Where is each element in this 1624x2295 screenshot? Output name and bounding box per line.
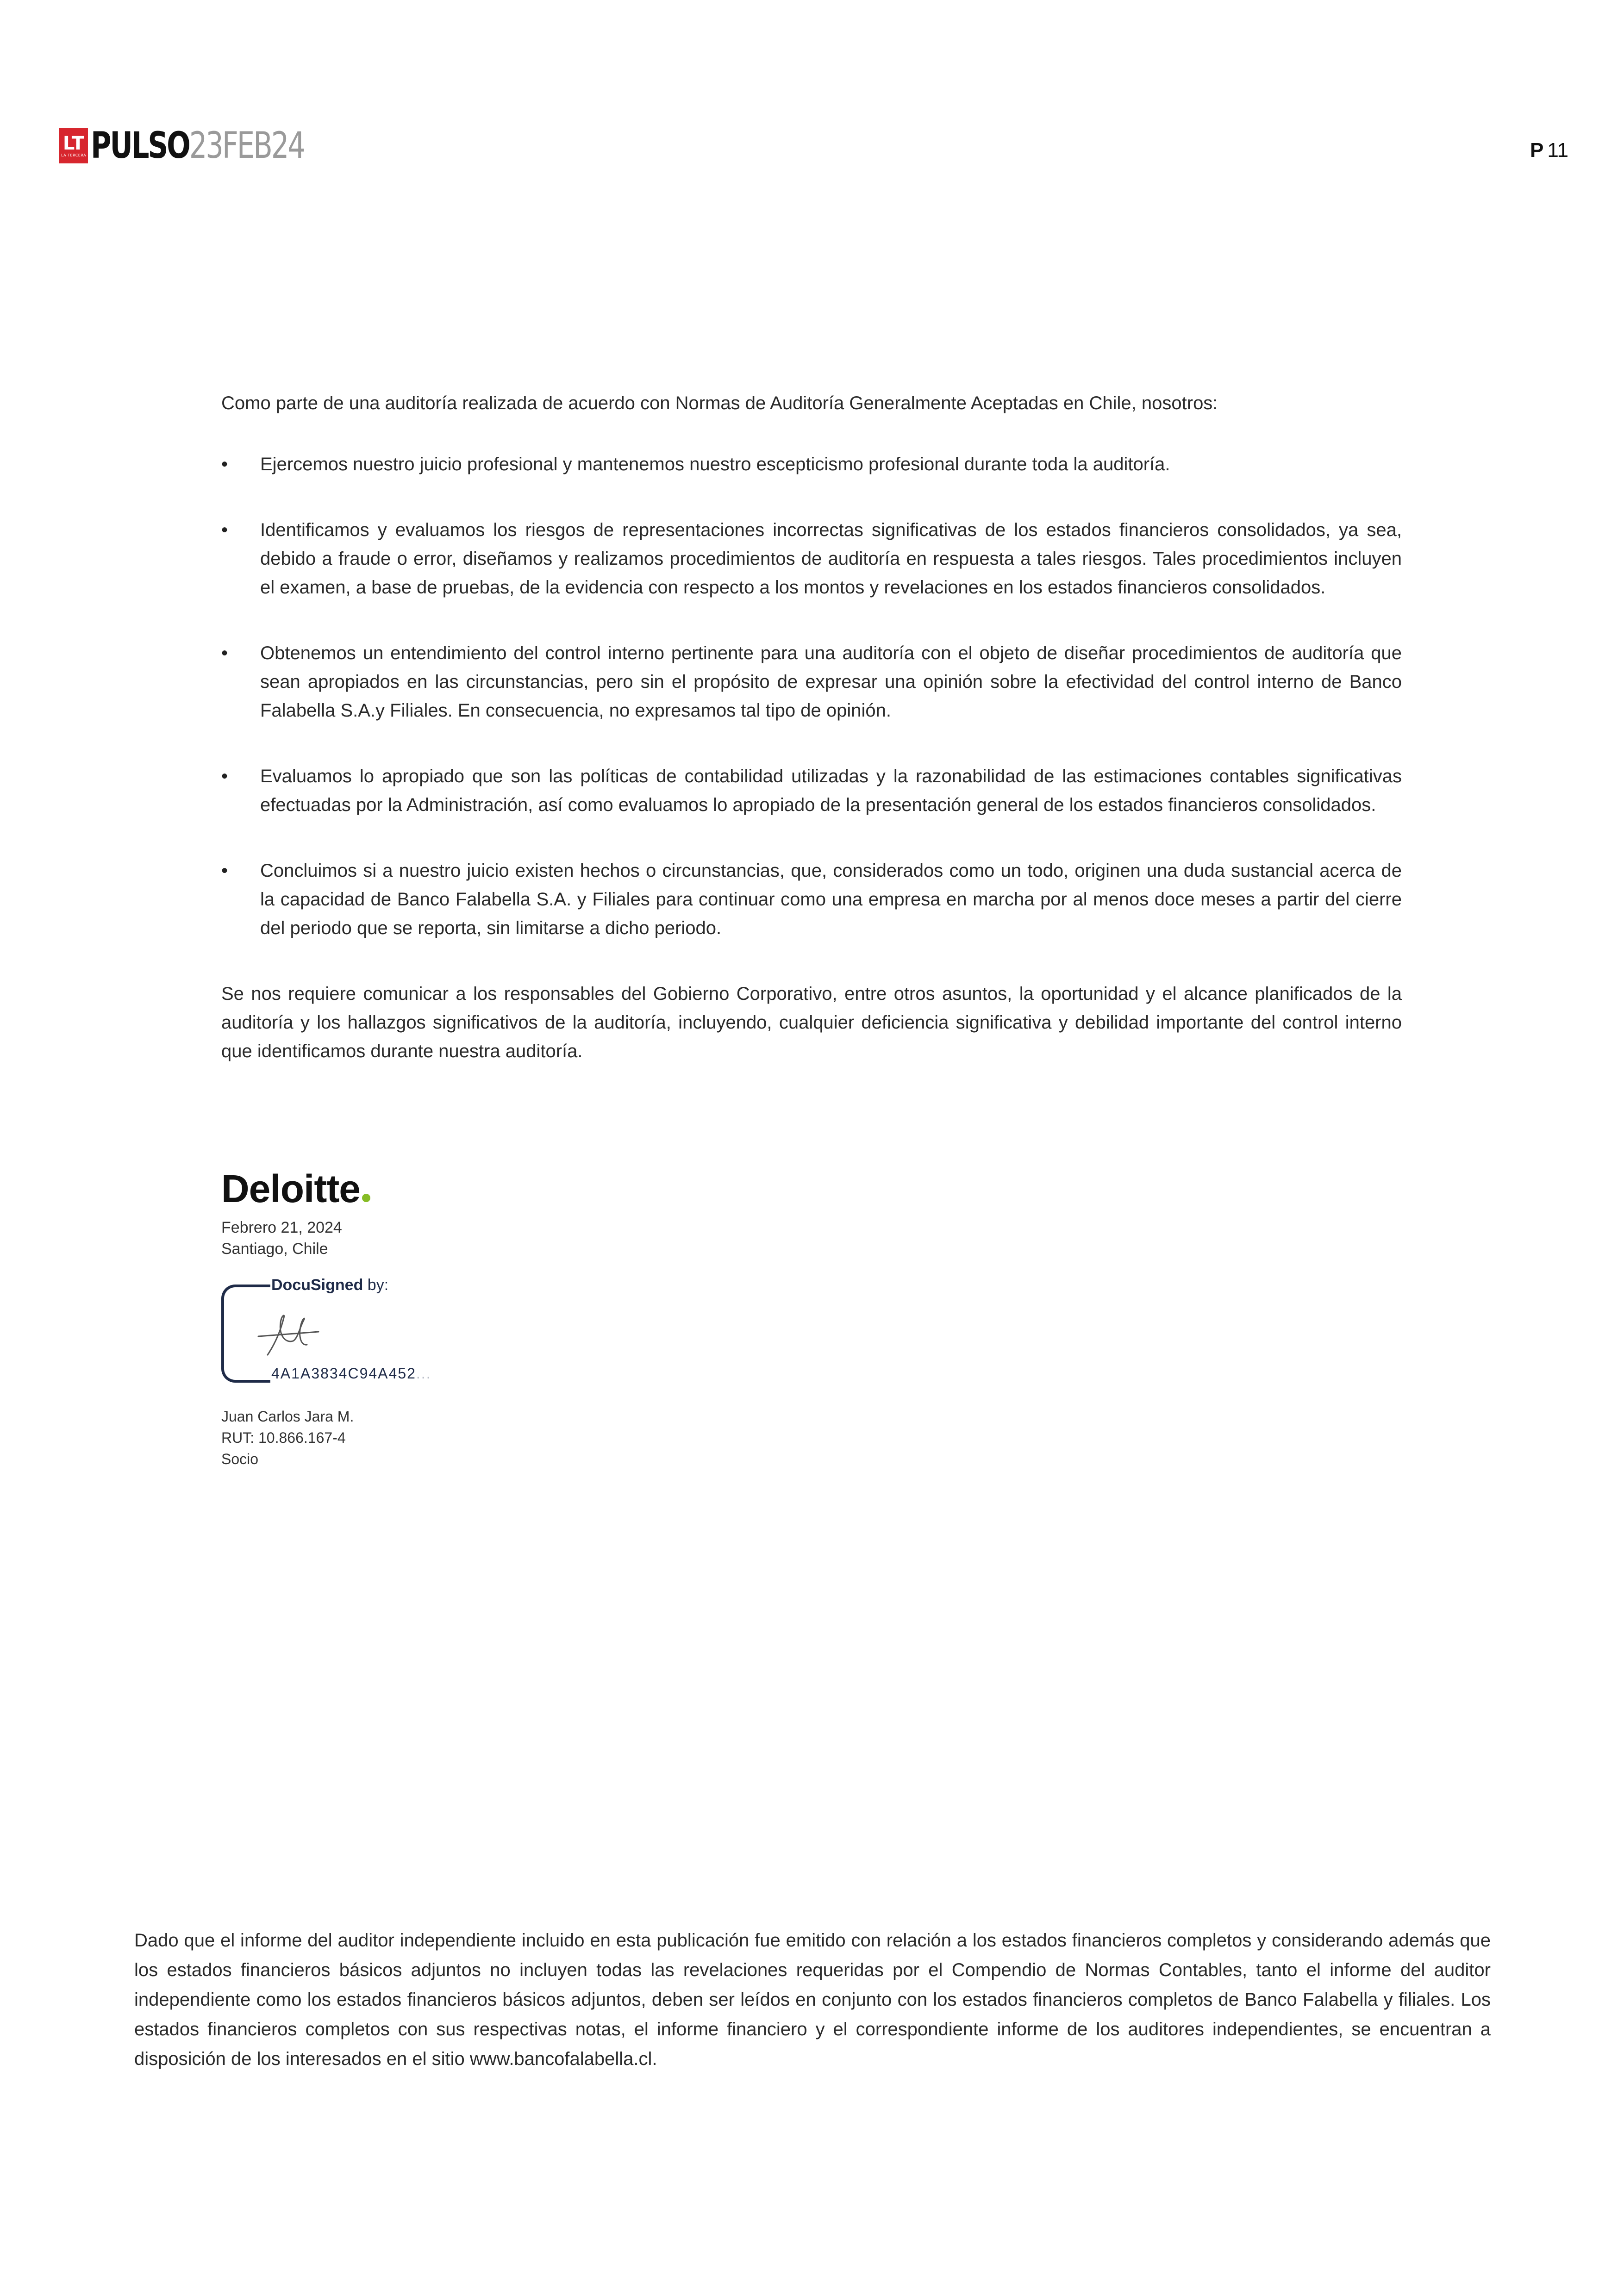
handwritten-signature-icon [249, 1299, 342, 1369]
page-label: P [1530, 139, 1544, 162]
badge-subtext: LA TERCERA [61, 153, 87, 157]
deloitte-logo [221, 1166, 481, 1211]
docusign-id-value: 4A1A3834C94A452 [271, 1365, 416, 1382]
badge-text: LT [62, 133, 85, 154]
list-item: • Evaluamos lo apropiado que son las políticas de contabilidad utilizadas y la razonabilidad de las estimaciones contables significativas efectuadas por la Administración, así como evaluamos lo apropiado de la presentación general de los estados financieros consolidados. [221, 762, 1402, 819]
footer-disclaimer [134, 1926, 1491, 2074]
audit-responsibilities-list [221, 450, 1402, 942]
list-item: • Obtenemos un entendimiento del control interno pertinente para una auditoría con el objeto de diseñar procedimientos de auditoría que sean apropiados en las circunstancias, pero sin el propósito de expresar una opinión sobre la efectividad del control interno de Banco Falabella S.A.y Filiales. En consecuencia, no expresamos tal tipo de opinión. [221, 639, 1402, 725]
signature-block [221, 1166, 481, 1470]
footer-note-text: Dado que el informe del auditor independiente incluido en esta publicación fue emitido con relación a los estados financieros completos y considerando además que los estados financieros básicos adjuntos no incluyen todas las revelaciones requeridas por el Compendio de Normas Contables, tanto el informe del auditor independiente como los estados financieros básicos adjuntos, deben ser leídos en conjunto con los estados financieros completos de Banco Falabella y filiales. Los estados financieros completos con sus respectivas notas, el informe financiero y el correspondiente informe de los auditores independientes, se encuentran a disposición de los interesados en el sitio www.bancofalabella.cl. [134, 1930, 1491, 2069]
signature-place: Santiago, Chile [221, 1240, 328, 1258]
intro-paragraph: Como parte de una auditoría realizada de acuerdo con Normas de Auditoría Generalmente Aceptadas en Chile, nosotros: [221, 393, 1218, 413]
docusign-id-ellipsis: ... [416, 1365, 431, 1382]
publication-name: PULSO [91, 125, 189, 167]
publication-date: 23FEB24 [189, 125, 304, 167]
list-item: • Concluimos si a nuestro juicio existen hechos o circunstancias, que, considerados como un todo, originen una duda sustancial acerca de la capacidad de Banco Falabella S.A. y Filiales para continuar como una empresa en marcha por al menos doce meses a partir del cierre del periodo que se reporta, sin limitarse a dicho periodo. [221, 856, 1402, 942]
docusign-stamp [221, 1276, 481, 1387]
la-tercera-logo [59, 128, 88, 163]
publication-masthead [91, 125, 304, 167]
signer-rut: RUT: 10.866.167-4 [221, 1429, 346, 1446]
signer-details [221, 1406, 481, 1470]
docusign-by-text: by: [363, 1276, 389, 1294]
docusign-label [271, 1276, 388, 1294]
signature-date: Febrero 21, 2024 [221, 1219, 342, 1236]
page-number [1530, 139, 1568, 162]
page-number-value: 11 [1547, 139, 1568, 162]
firm-name: Deloitte [221, 1167, 361, 1210]
publication-header [59, 125, 364, 167]
audit-report-body [221, 389, 1402, 1066]
closing-paragraph: Se nos requiere comunicar a los responsables del Gobierno Corporativo, entre otros asuntos, la oportunidad y el alcance planificados de la auditoría y los hallazgos significativos de la auditoría, incluyendo, cualquier deficiencia significativa y debilidad importante del control interno que identificamos durante nuestra auditoría. [221, 984, 1402, 1061]
docusign-label-text: DocuSigned [271, 1276, 363, 1294]
signer-role: Socio [221, 1451, 259, 1467]
docusign-id [271, 1365, 431, 1382]
signer-name: Juan Carlos Jara M. [221, 1408, 354, 1425]
deloitte-green-dot-icon [362, 1194, 370, 1202]
list-item: • Identificamos y evaluamos los riesgos de representaciones incorrectas significativas de los estados financieros consolidados, ya sea, debido a fraude o error, diseñamos y realizamos procedimientos de auditoría en respuesta a tales riesgos. Tales procedimientos incluyen el examen, a base de pruebas, de la evidencia con respecto a los montos y revelaciones en los estados financieros consolidados. [221, 516, 1402, 602]
list-item: • Ejercemos nuestro juicio profesional y mantenemos nuestro escepticismo profesional durante toda la auditoría. [221, 450, 1402, 479]
